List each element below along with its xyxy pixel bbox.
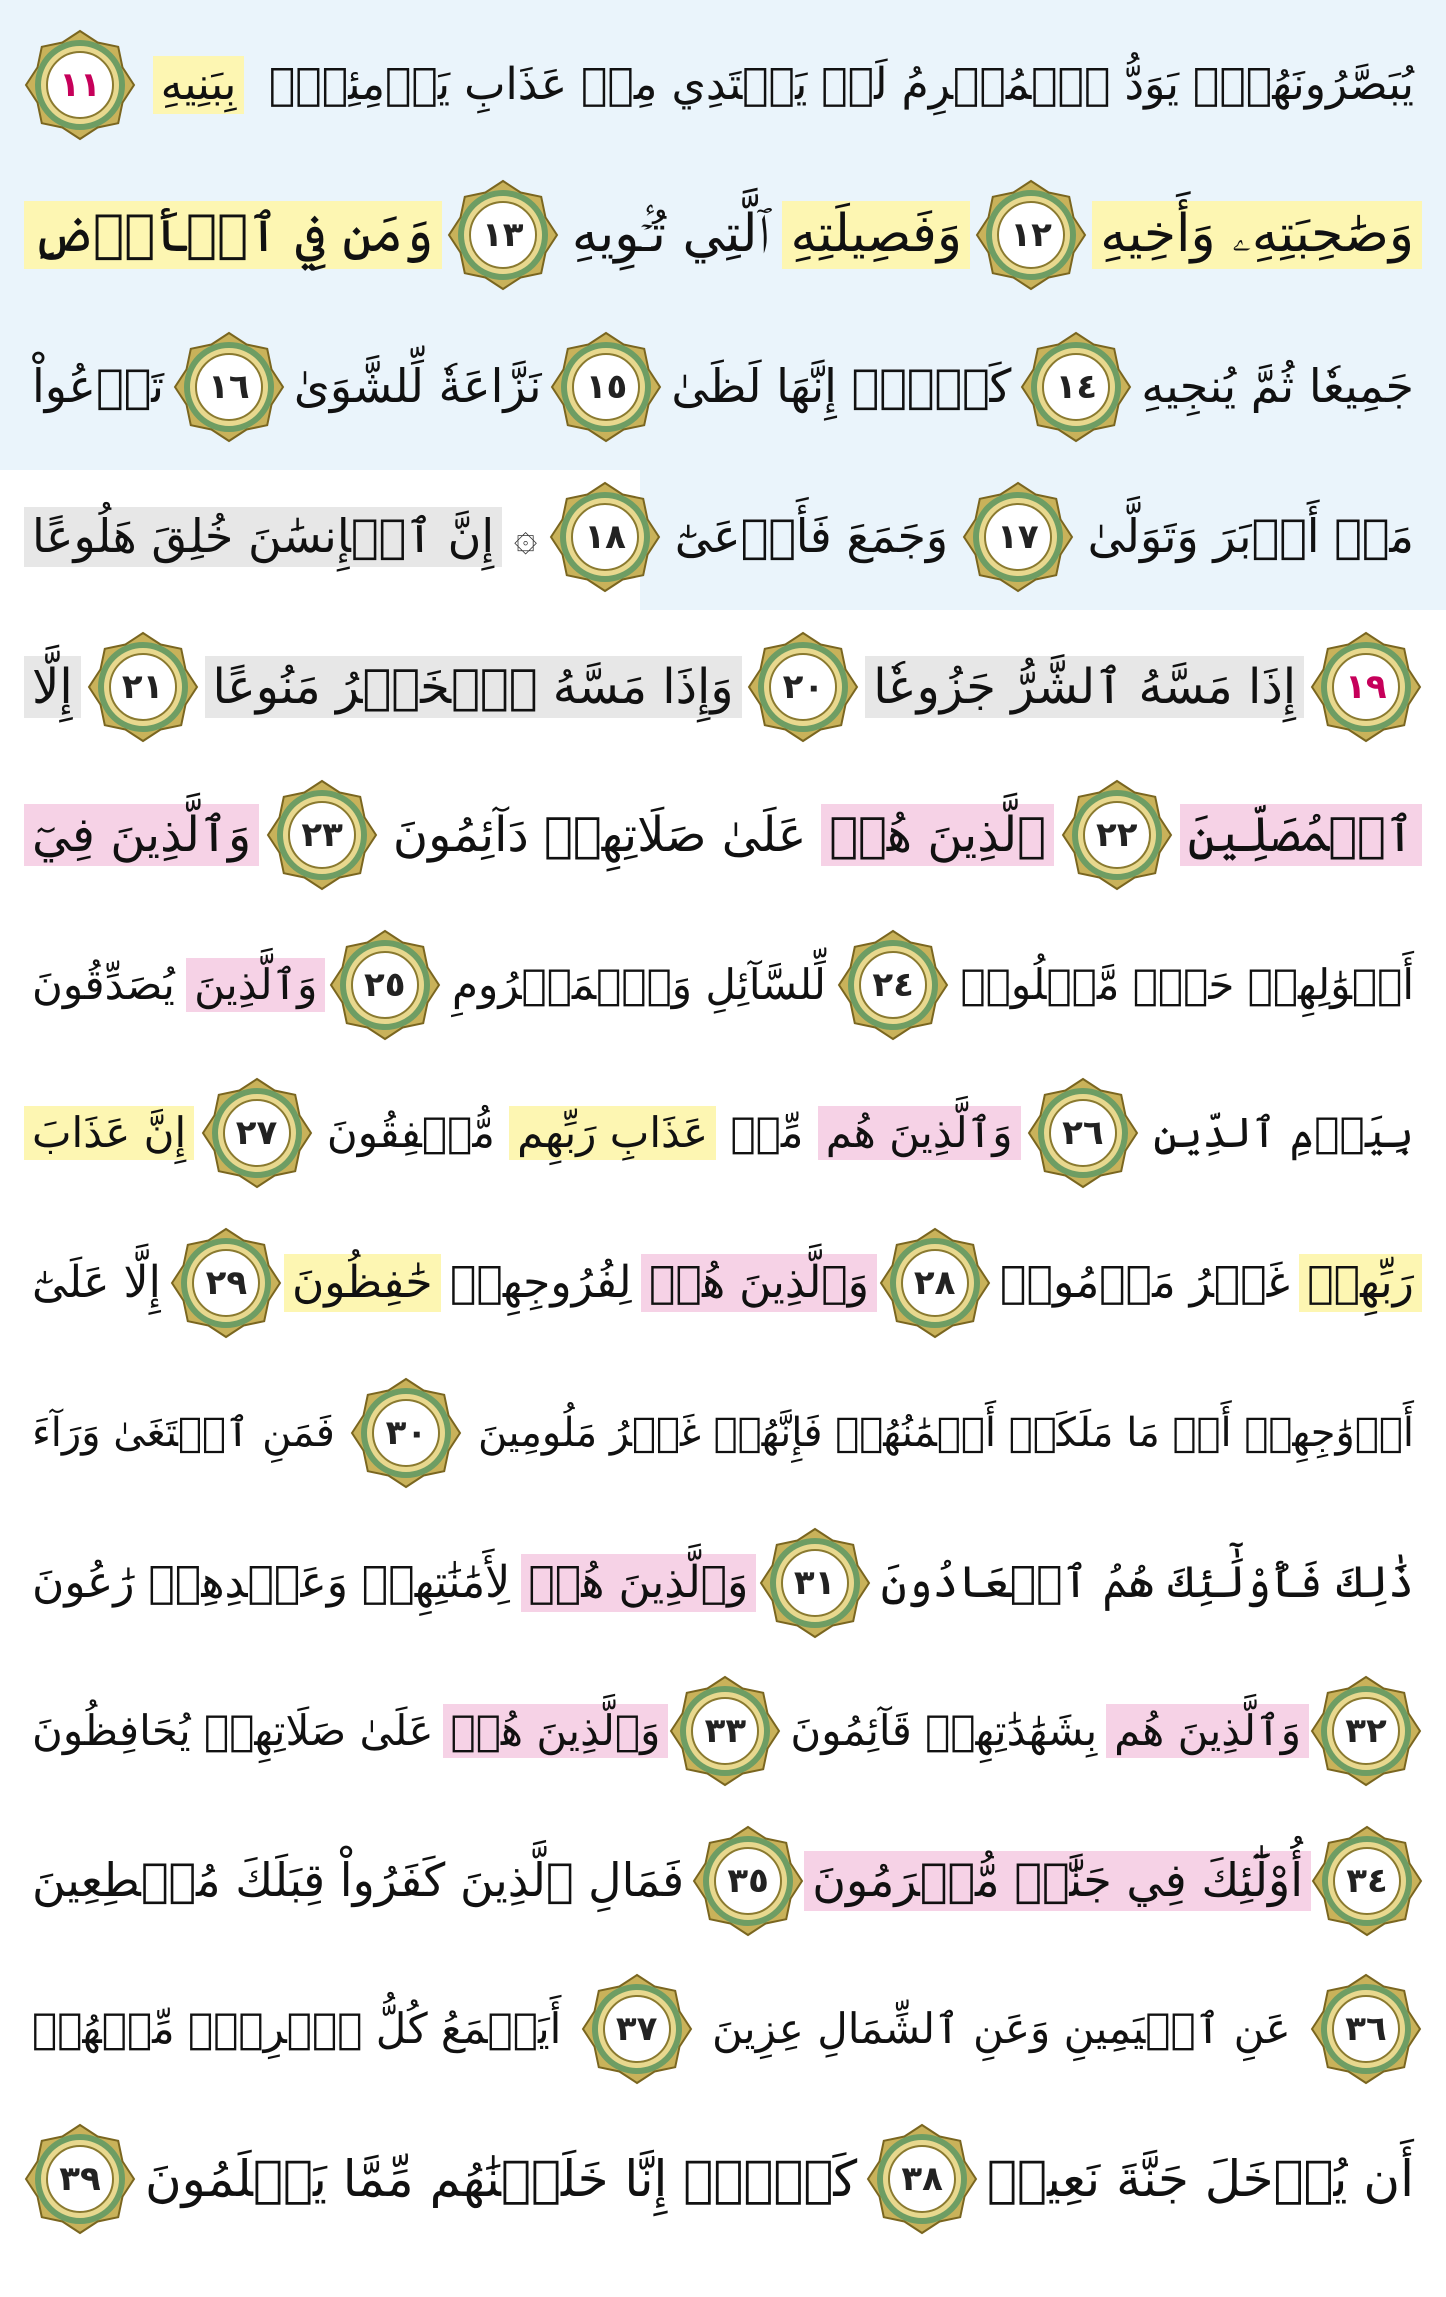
verse-text: عَذَابِ رَبِّهِم — [509, 1106, 716, 1161]
verse-text: وَٱلَّذِينَ هُمۡ — [443, 1704, 669, 1759]
ayah-number: ٣٣ — [704, 1711, 747, 1751]
ayah-number-marker[interactable] — [747, 631, 859, 743]
ayah-number: ٣٢ — [1345, 1711, 1387, 1751]
verse-text: جَمِيعٗا ثُمَّ يُنجِيهِ — [1141, 359, 1414, 414]
ayah-number: ٢٨ — [913, 1263, 956, 1303]
verse-text: رَبِّهِمۡ — [1299, 1254, 1422, 1311]
ayah-number: ١٨ — [584, 517, 626, 557]
verse-text: إِلَّا — [24, 656, 81, 718]
text-line — [24, 1058, 1422, 1208]
ayah-number-marker[interactable] — [1310, 631, 1422, 743]
ayah-number-marker[interactable] — [581, 1973, 693, 2085]
verse-text: وَصَٰحِبَتِهِۦ وَأَخِيهِ — [1092, 201, 1422, 269]
verse-text: عَلَىٰ صَلَاتِهِمۡ دَآئِمُونَ — [392, 806, 807, 863]
verse-text: وَٱلَّذِينَ هُمۡ — [641, 1254, 877, 1311]
ayah-number: ١٦ — [208, 367, 250, 407]
verse-text: إِذَا مَسَّهُ ٱلشَّرُّ جَزُوعٗا — [865, 656, 1304, 718]
ayah-number-marker[interactable] — [201, 1077, 313, 1189]
ayah-number-marker[interactable] — [170, 1227, 282, 1339]
verse-text: نَزَّاعَةٗ لِّلشَّوَىٰ — [293, 359, 542, 414]
verse-text: وَٱلَّذِينَ هُم — [1106, 1704, 1309, 1759]
text-line — [24, 1208, 1422, 1358]
ayah-number-marker[interactable] — [1310, 1973, 1422, 2085]
ayah-number: ٢٣ — [301, 815, 343, 855]
ayah-number-marker[interactable] — [173, 331, 285, 443]
ayah-number: ١٥ — [585, 367, 628, 407]
ayah-number-marker[interactable] — [549, 481, 661, 593]
verse-text: أَزۡوَٰجِهِمۡ أَوۡ مَا مَلَكَتۡ أَيۡمَٰنُهُمۡ فَإِنَّهُمۡ غَيۡرُ مَلُومِينَ — [477, 1410, 1414, 1456]
verse-text: ذَٰلِكَ فَأُوْلَٰٓئِكَ هُمُ ٱلۡعَادُونَ — [880, 1557, 1414, 1609]
verse-text: لِفُرُوجِهِمۡ — [450, 1257, 632, 1309]
verse-text: وَمَن فِي ٱلۡأَرۡضِ — [24, 201, 442, 269]
verse-text: ٱلَّذِينَ هُمۡ — [821, 804, 1054, 866]
ayah-number-marker[interactable] — [866, 2123, 978, 2235]
verse-text: إِلَّا عَلَىٰٓ — [32, 1257, 161, 1309]
ayah-number: ١٢ — [1010, 215, 1052, 255]
ayah-number-marker[interactable] — [1311, 1825, 1423, 1937]
ayah-number: ٣٨ — [901, 2159, 943, 2199]
verse-text: كَلَّآۖ إِنَّا خَلَقۡنَٰهُم مِّمَّا يَعۡلَمُونَ — [144, 2149, 858, 2208]
text-line — [24, 312, 1422, 462]
text-line — [24, 1954, 1422, 2104]
ayah-number-marker[interactable] — [669, 1675, 781, 1787]
ayah-number-marker[interactable] — [1020, 331, 1132, 443]
ayah-number-marker[interactable] — [962, 481, 1074, 593]
ayah-number-marker[interactable] — [759, 1527, 871, 1639]
verse-text: تَدۡعُواْ — [32, 359, 165, 414]
verse-text: غَيۡرُ مَأۡمُونٖ — [1000, 1257, 1290, 1309]
text-line — [24, 1806, 1422, 1956]
verse-text: لِأَمَٰنَٰتِهِمۡ وَعَهۡدِهِمۡ رَٰعُونَ — [32, 1557, 511, 1609]
verse-text: أَن يُدۡخَلَ جَنَّةَ نَعِيمٖ — [987, 2149, 1414, 2208]
text-line — [24, 160, 1422, 310]
verse-text: عَنِ ٱلۡيَمِينِ وَعَنِ ٱلشِّمَالِ عِزِينَ — [711, 2003, 1291, 2053]
verse-text: أُوْلَٰٓئِكَ فِي جَنَّٰتٖ مُّكۡرَمُونَ — [804, 1851, 1311, 1911]
ayah-number: ٣٦ — [1345, 2009, 1387, 2049]
text-line — [24, 2104, 1422, 2254]
ayah-number-marker[interactable] — [550, 331, 662, 443]
ayah-number: ٢١ — [121, 667, 164, 707]
ayah-number-marker[interactable] — [24, 29, 136, 141]
verse-text: مِّنۡ — [730, 1107, 804, 1157]
ayah-number: ٣٠ — [385, 1413, 428, 1453]
text-line — [24, 462, 1422, 612]
verse-text: بِشَهَٰدَٰتِهِمۡ قَآئِمُونَ — [790, 1705, 1098, 1755]
verse-text: إِنَّ عَذَابَ — [24, 1106, 194, 1161]
verse-text: ٱلَّتِي تُـٔۡوِيهِ — [571, 204, 770, 265]
verse-text: أَمۡوَٰلِهِمۡ حَقّٞ مَّعۡلُومٞ — [960, 959, 1414, 1009]
ayah-number: ١٣ — [482, 215, 524, 255]
text-line — [24, 760, 1422, 910]
ayah-number-marker[interactable] — [692, 1825, 804, 1937]
ayah-number: ١٩ — [1345, 667, 1387, 707]
verse-text: بِيَوۡمِ ٱلدِّينِ — [1153, 1107, 1414, 1157]
text-line — [24, 1358, 1422, 1508]
ayah-number: ١١ — [59, 65, 101, 105]
ayah-number-marker[interactable] — [1061, 779, 1173, 891]
ayah-number-marker[interactable] — [975, 179, 1087, 291]
verse-text: كَلَّآۖ إِنَّهَا لَظَىٰ — [671, 359, 1012, 414]
ayah-number: ٢٧ — [235, 1113, 278, 1153]
ayah-number-marker[interactable] — [87, 631, 199, 743]
ayah-number: ١٤ — [1055, 367, 1098, 407]
ayah-number-marker[interactable] — [447, 179, 559, 291]
ayah-number: ٣٥ — [727, 1861, 769, 1901]
verse-text: فَمَنِ ٱبۡتَغَىٰ وَرَآءَ — [32, 1410, 335, 1456]
ayah-number: ٢٥ — [363, 965, 406, 1005]
verse-text: وَٱلَّذِينَ هُمۡ — [521, 1554, 757, 1611]
verse-text: حَٰفِظُونَ — [284, 1254, 441, 1311]
ayah-number-marker[interactable] — [837, 929, 949, 1041]
ayah-number-marker[interactable] — [329, 929, 441, 1041]
verse-text: فَمَالِ ٱلَّذِينَ كَفَرُواْ قِبَلَكَ مُهۡطِعِينَ — [32, 1853, 685, 1908]
verse-text: يُصَدِّقُونَ — [32, 959, 175, 1009]
rub-el-hizb-icon: ۞ — [513, 514, 538, 560]
ayah-number: ٢٦ — [1062, 1113, 1104, 1153]
verse-text: ٱلۡمُصَلِّينَ — [1180, 804, 1422, 866]
ayah-number: ٢٢ — [1095, 815, 1138, 855]
verse-text: عَلَىٰ صَلَاتِهِمۡ يُحَافِظُونَ — [32, 1705, 434, 1755]
ayah-number-marker[interactable] — [24, 2123, 136, 2235]
ayah-number: ٣١ — [793, 1563, 836, 1603]
ayah-number: ١٧ — [997, 517, 1039, 557]
ayah-number: ٣٧ — [615, 2009, 658, 2049]
verse-text: وَٱلَّذِينَ هُم — [818, 1106, 1021, 1161]
ayah-number: ٢٤ — [872, 965, 914, 1005]
verse-text: وَفَصِيلَتِهِ — [782, 201, 970, 269]
text-line — [24, 1656, 1422, 1806]
text-line — [24, 1508, 1422, 1658]
text-line — [24, 10, 1422, 160]
ayah-number: ٢٠ — [782, 667, 825, 707]
verse-text: أَيَطۡمَعُ كُلُّ ٱمۡرِيٕٖ مِّنۡهُمۡ — [32, 2003, 562, 2053]
ayah-number-marker[interactable] — [1027, 1077, 1139, 1189]
verse-text: إِنَّ ٱلۡإِنسَٰنَ خُلِقَ هَلُوعًا — [24, 507, 502, 567]
ayah-number: ٢٩ — [205, 1263, 248, 1303]
verse-text: وَجَمَعَ فَأَوۡعَىٰٓ — [674, 509, 949, 564]
text-line — [24, 612, 1422, 762]
verse-text: لِّلسَّآئِلِ وَٱلۡمَحۡرُومِ — [452, 959, 826, 1009]
text-line — [24, 910, 1422, 1060]
verse-text: وَإِذَا مَسَّهُ ٱلۡخَيۡرُ مَنُوعًا — [205, 656, 742, 718]
ayah-number-marker[interactable] — [350, 1377, 462, 1489]
verse-text: بِبَنِيهِ — [153, 56, 245, 113]
ayah-number-marker[interactable] — [1310, 1675, 1422, 1787]
verse-text: مُّشۡفِقُونَ — [326, 1107, 495, 1157]
ayah-number-marker[interactable] — [879, 1227, 991, 1339]
ayah-number: ٣٤ — [1346, 1861, 1388, 1901]
ayah-number: ٣٩ — [59, 2159, 101, 2199]
ayah-number-marker[interactable] — [266, 779, 378, 891]
verse-text: مَنۡ أَدۡبَرَ وَتَوَلَّىٰ — [1087, 509, 1414, 564]
verse-text: وَٱلَّذِينَ فِيٓ — [24, 804, 259, 866]
verse-text: يُبَصَّرُونَهُمۡۚ يَوَدُّ ٱلۡمُجۡرِمُ لَوۡ يَفۡتَدِي مِنۡ عَذَابِ يَوۡمِئِذِۭ — [269, 59, 1414, 111]
verse-text: وَٱلَّذِينَ — [186, 958, 325, 1013]
